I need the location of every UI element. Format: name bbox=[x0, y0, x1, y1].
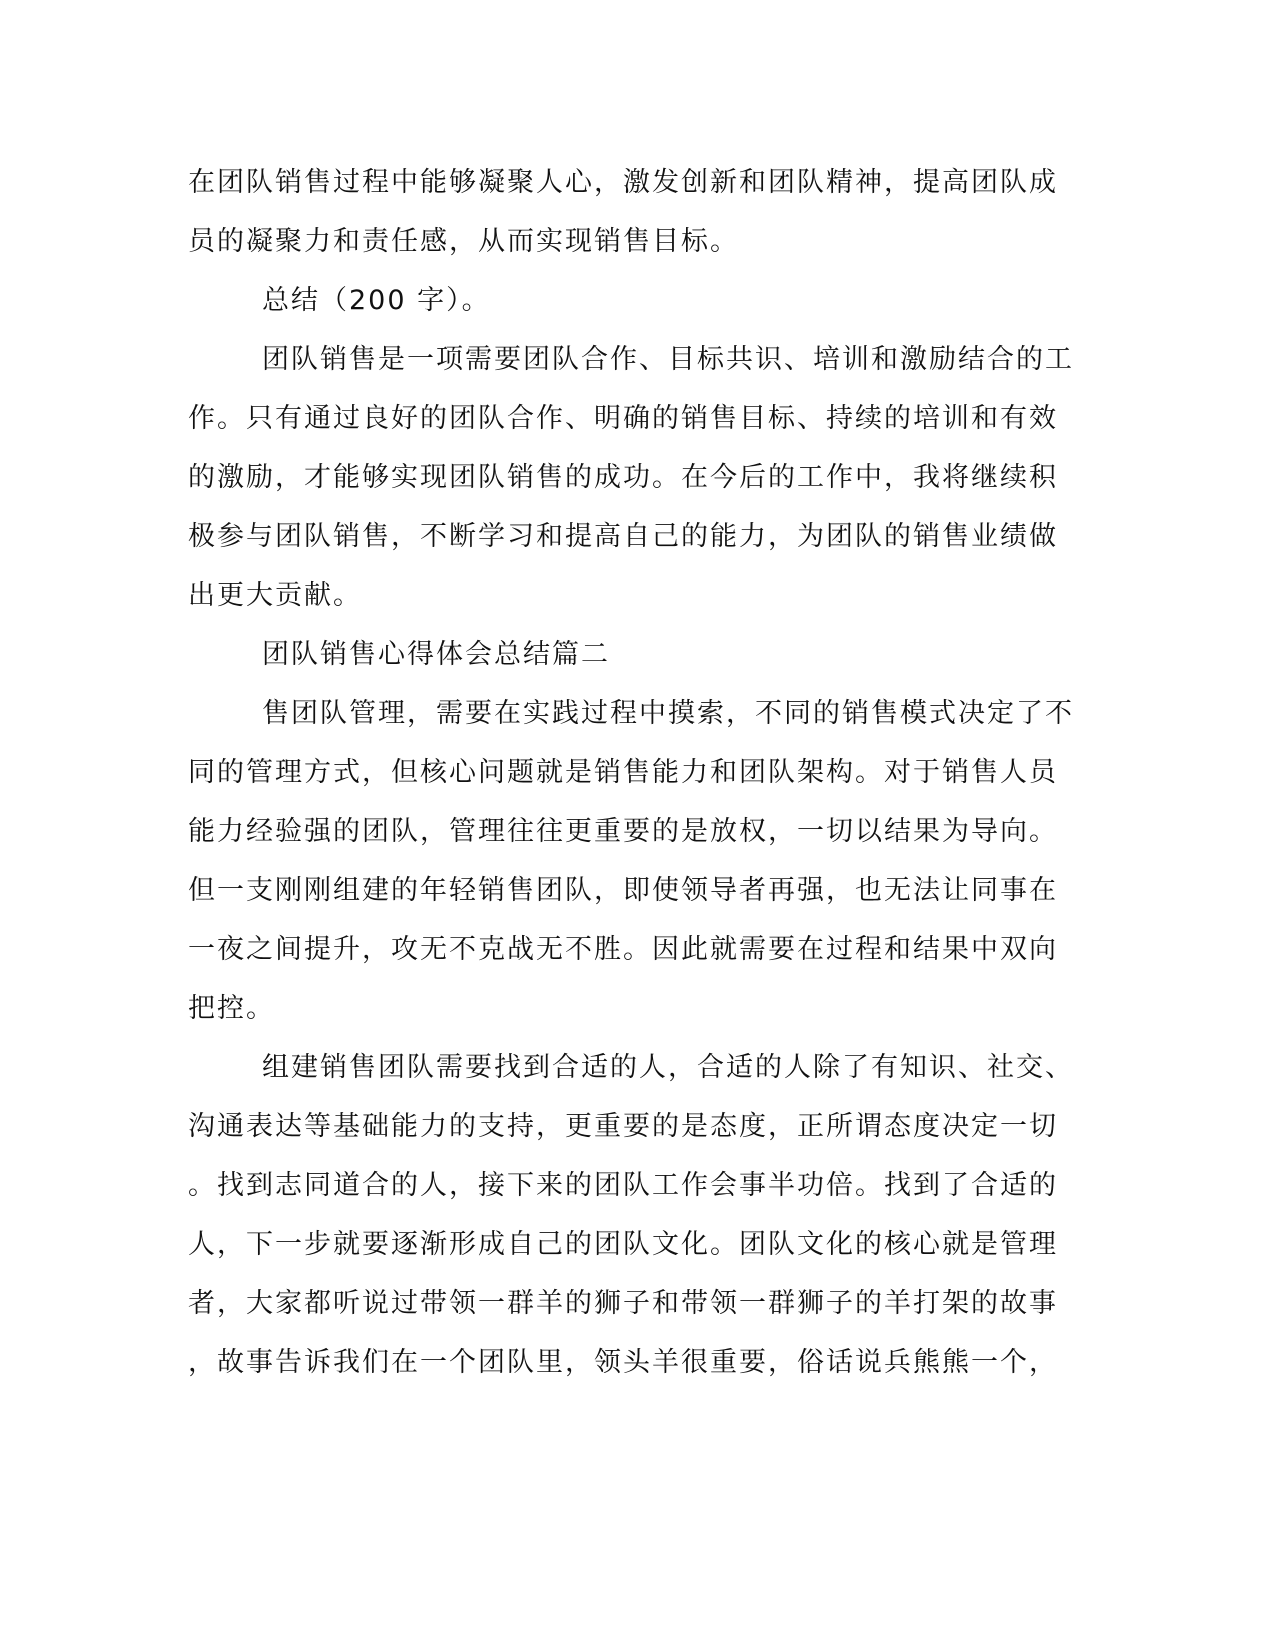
text-line: 沟通表达等基础能力的支持，更重要的是态度，正所谓态度决定一切 bbox=[188, 1111, 1058, 1142]
text-line: 极参与团队销售，不断学习和提高自己的能力，为团队的销售业绩做 bbox=[188, 521, 1058, 552]
text-line: 一夜之间提升，攻无不克战无不胜。因此就需要在过程和结果中双向 bbox=[188, 934, 1058, 965]
text-line: 员的凝聚力和责任感，从而实现销售目标。 bbox=[188, 226, 739, 257]
text-line: 同的管理方式，但核心问题就是销售能力和团队架构。对于销售人员 bbox=[188, 757, 1058, 788]
text-line: 。找到志同道合的人，接下来的团队工作会事半功倍。找到了合适的 bbox=[188, 1170, 1058, 1201]
text-line: 作。只有通过良好的团队合作、明确的销售目标、持续的培训和有效 bbox=[188, 403, 1058, 434]
text-line: 人，下一步就要逐渐形成自己的团队文化。团队文化的核心就是管理 bbox=[188, 1229, 1058, 1260]
text-line: 组建销售团队需要找到合适的人，合适的人除了有知识、社交、 bbox=[262, 1052, 1074, 1083]
text-line: 者，大家都听说过带领一群羊的狮子和带领一群狮子的羊打架的故事 bbox=[188, 1288, 1058, 1319]
text-line: 把控。 bbox=[188, 993, 275, 1024]
text-line: 售团队管理，需要在实践过程中摸索，不同的销售模式决定了不 bbox=[262, 698, 1074, 729]
text-line: ，故事告诉我们在一个团队里，领头羊很重要，俗话说兵熊熊一个， bbox=[188, 1347, 1058, 1378]
text-line: 出更大贡献。 bbox=[188, 580, 362, 611]
text-line: 团队销售是一项需要团队合作、目标共识、培训和激励结合的工 bbox=[262, 344, 1074, 375]
text-line: 但一支刚刚组建的年轻销售团队，即使领导者再强，也无法让同事在 bbox=[188, 875, 1058, 906]
section-heading: 团队销售心得体会总结篇二 bbox=[262, 639, 610, 670]
section-heading: 总结（200 字）。 bbox=[262, 285, 491, 316]
text-line: 的激励，才能够实现团队销售的成功。在今后的工作中，我将继续积 bbox=[188, 462, 1058, 493]
text-line: 在团队销售过程中能够凝聚人心，激发创新和团队精神，提高团队成 bbox=[188, 167, 1058, 198]
text-line: 能力经验强的团队，管理往往更重要的是放权，一切以结果为导向。 bbox=[188, 816, 1058, 847]
